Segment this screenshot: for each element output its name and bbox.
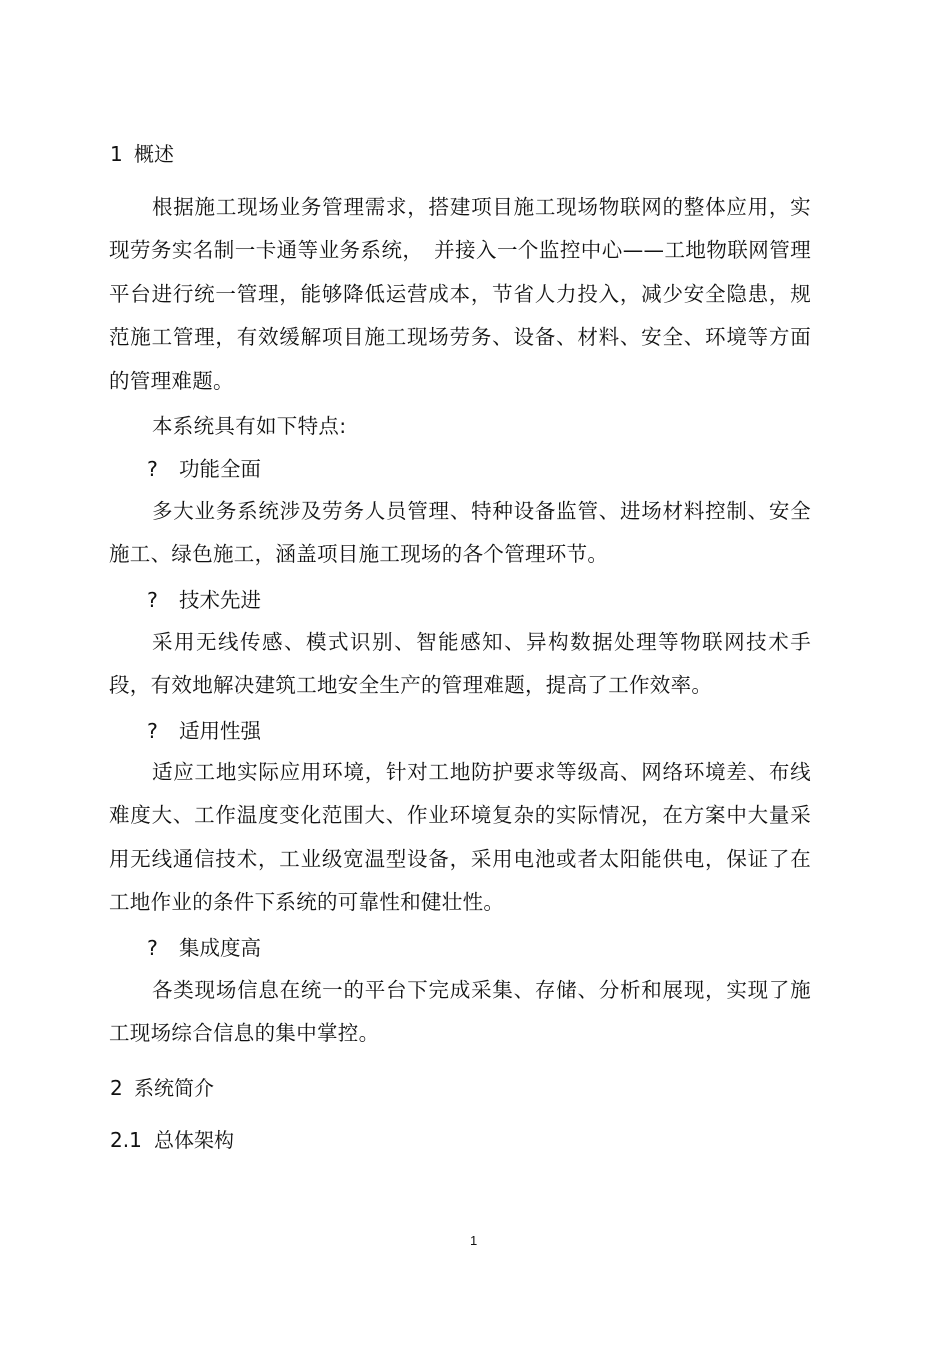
bullet-marker: ?: [147, 457, 158, 481]
feature-3-description: 适应工地实际应用环境，针对工地防护要求等级高、网络环境差、布线难度大、工作温度变化范围大、作业环境复杂的实际情况，在方案中大量采用无线通信技术，工业级宽温型设备，采用电池或者太阳能供电，保证了在工地作业的条件下系统的可靠性和健壮性。: [109, 760, 811, 915]
feature-3-heading: [147, 718, 261, 744]
feature-title: 技术先进: [179, 588, 261, 612]
feature-title: 集成度高: [179, 936, 261, 960]
bullet-marker: ?: [147, 936, 158, 960]
feature-4-description: 各类现场信息在统一的平台下完成采集、存储、分析和展现，实现了施工现场综合信息的集中掌控。: [109, 978, 811, 1046]
feature-2-description: 采用无线传感、模式识别、智能感知、异构数据处理等物联网技术手段，有效地解决建筑工地安全生产的管理难题，提高了工作效率。: [109, 630, 811, 698]
feature-title: 功能全面: [179, 457, 261, 481]
features-intro: 本系统具有如下特点:: [152, 414, 347, 438]
section-number: 2: [110, 1076, 123, 1100]
bullet-marker: ?: [147, 588, 158, 612]
section-1-heading: [110, 141, 174, 167]
page-number: 1: [470, 1233, 478, 1248]
intro-paragraph: 根据施工现场业务管理需求，搭建项目施工现场物联网的整体应用，实现劳务实名制一卡通等业务系统， 并接入一个监控中心——工地物联网管理平台进行统一管理，能够降低运营成本，节省人力投入，减少安全隐患，规范施工管理，有效缓解项目施工现场劳务、设备、材料、安全、环境等方面的管理难题。: [109, 195, 811, 393]
feature-4-heading: [147, 935, 261, 961]
section-2-1-heading: [110, 1127, 234, 1153]
section-2-heading: [110, 1075, 214, 1101]
feature-title: 适用性强: [179, 719, 261, 743]
bullet-marker: ?: [147, 719, 158, 743]
feature-2-heading: [147, 587, 261, 613]
section-number: 2.1: [110, 1128, 142, 1152]
section-title: 总体架构: [154, 1128, 234, 1152]
section-title: 概述: [134, 142, 174, 166]
feature-1-description: 多大业务系统涉及劳务人员管理、特种设备监管、进场材料控制、安全施工、绿色施工，涵盖项目施工现场的各个管理环节。: [109, 499, 811, 567]
section-title: 系统简介: [134, 1076, 214, 1100]
feature-1-heading: [147, 456, 261, 482]
section-number: 1: [110, 142, 123, 166]
